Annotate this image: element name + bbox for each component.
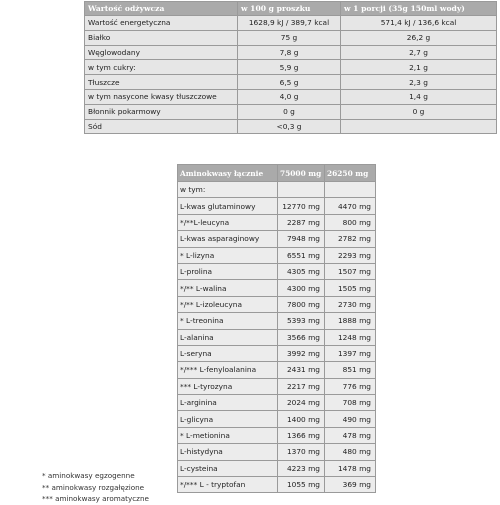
table-row	[178, 345, 376, 361]
row-label-cell: w tym nasycone kwasy tłuszczowe	[85, 89, 238, 104]
row-label-cell: */** L-izoleucyna	[178, 296, 278, 312]
row-label-cell: L-glicyna	[178, 411, 278, 427]
nutrition-header-cell: Wartość odżywcza	[85, 2, 238, 16]
row-label-cell: * L-lizyna	[178, 247, 278, 263]
table-cell	[325, 182, 376, 198]
value-cell: 5,9 g	[238, 60, 341, 75]
row-label-cell: Tłuszcze	[85, 75, 238, 90]
value-cell: 490 mg	[325, 411, 376, 427]
value-cell: 1370 mg	[278, 444, 325, 460]
amino-header-cell: 26250 mg	[325, 165, 376, 182]
row-label-cell: Sód	[85, 119, 238, 134]
table-row	[85, 89, 497, 104]
value-cell: 1505 mg	[325, 280, 376, 296]
value-cell: 1366 mg	[278, 427, 325, 443]
value-cell: 4305 mg	[278, 263, 325, 279]
legend-item: * aminokwasy egzogenne	[42, 471, 135, 480]
amino-acids-table	[177, 164, 376, 493]
table-row	[178, 477, 376, 493]
value-cell: 2,1 g	[341, 60, 497, 75]
amino-header-cell: 75000 mg	[278, 165, 325, 182]
row-label-cell: */** L-walina	[178, 280, 278, 296]
row-label-cell: Wartość energetyczna	[85, 16, 238, 31]
table-row	[178, 411, 376, 427]
row-label-cell: L-kwas glutaminowy	[178, 198, 278, 214]
table-row	[178, 214, 376, 230]
value-cell: 7800 mg	[278, 296, 325, 312]
value-cell: 2024 mg	[278, 395, 325, 411]
row-label-cell: L-prolina	[178, 263, 278, 279]
table-cell	[278, 182, 325, 198]
row-label-cell: L-alanina	[178, 329, 278, 345]
value-cell: 1,4 g	[341, 89, 497, 104]
table-row	[178, 444, 376, 460]
row-label-cell: w tym cukry:	[85, 60, 238, 75]
table-row	[178, 395, 376, 411]
value-cell: 1628,9 kJ / 389,7 kcal	[238, 16, 341, 31]
value-cell: 571,4 kJ / 136,6 kcal	[341, 16, 497, 31]
table-row	[85, 16, 497, 31]
value-cell: 2287 mg	[278, 214, 325, 230]
row-label-cell: L-histydyna	[178, 444, 278, 460]
value-cell: 6,5 g	[238, 75, 341, 90]
value-cell: 4,0 g	[238, 89, 341, 104]
row-label-cell: */**L-leucyna	[178, 214, 278, 230]
table-row	[178, 231, 376, 247]
value-cell	[341, 119, 497, 134]
value-cell: 851 mg	[325, 362, 376, 378]
value-cell: 2293 mg	[325, 247, 376, 263]
footnote-legend	[42, 470, 149, 505]
value-cell: 6551 mg	[278, 247, 325, 263]
amino-header-row	[178, 165, 376, 182]
table-row	[178, 362, 376, 378]
value-cell: 1507 mg	[325, 263, 376, 279]
value-cell: 7948 mg	[278, 231, 325, 247]
value-cell: 2,3 g	[341, 75, 497, 90]
table-row	[178, 427, 376, 443]
nutrition-header-cell: w 100 g proszku	[238, 2, 341, 16]
table-row	[178, 263, 376, 279]
value-cell: 0 g	[238, 104, 341, 119]
amino-header-cell: Aminokwasy łącznie	[178, 165, 278, 182]
row-label-cell: L-cysteina	[178, 460, 278, 476]
row-label-cell: * L-metionina	[178, 427, 278, 443]
value-cell: 7,8 g	[238, 45, 341, 60]
value-cell: 1400 mg	[278, 411, 325, 427]
value-cell: 1888 mg	[325, 313, 376, 329]
legend-item: *** aminokwasy aromatyczne	[42, 494, 149, 503]
table-row	[85, 45, 497, 60]
row-label-cell: L-seryna	[178, 345, 278, 361]
value-cell: 4223 mg	[278, 460, 325, 476]
table-row	[85, 75, 497, 90]
table-row	[85, 30, 497, 45]
row-label-cell: Węglowodany	[85, 45, 238, 60]
value-cell: 4300 mg	[278, 280, 325, 296]
table-row	[178, 378, 376, 394]
table-row	[178, 460, 376, 476]
nutrition-header-row	[85, 2, 497, 16]
value-cell: 5393 mg	[278, 313, 325, 329]
legend-item: ** aminokwasy rozgałęzione	[42, 482, 145, 492]
table-row	[85, 104, 497, 119]
value-cell: 26,2 g	[341, 30, 497, 45]
value-cell: 3992 mg	[278, 345, 325, 361]
table-row	[178, 329, 376, 345]
value-cell: 3566 mg	[278, 329, 325, 345]
value-cell: 4470 mg	[325, 198, 376, 214]
nutrition-table	[84, 1, 497, 134]
value-cell: 2431 mg	[278, 362, 325, 378]
value-cell: 776 mg	[325, 378, 376, 394]
value-cell: <0,3 g	[238, 119, 341, 134]
value-cell: 75 g	[238, 30, 341, 45]
value-cell: 1478 mg	[325, 460, 376, 476]
row-label-cell: L-kwas asparaginowy	[178, 231, 278, 247]
nutrition-header-cell: w 1 porcji (35g 150ml wody)	[341, 2, 497, 16]
row-label-cell: * L-treonina	[178, 313, 278, 329]
table-row	[178, 247, 376, 263]
value-cell: 12770 mg	[278, 198, 325, 214]
value-cell: 1055 mg	[278, 477, 325, 493]
value-cell: 708 mg	[325, 395, 376, 411]
value-cell: 1248 mg	[325, 329, 376, 345]
value-cell: 480 mg	[325, 444, 376, 460]
table-row	[178, 296, 376, 312]
table-row	[178, 313, 376, 329]
value-cell: 369 mg	[325, 477, 376, 493]
row-label-cell: *** L-tyrozyna	[178, 378, 278, 394]
table-row	[178, 280, 376, 296]
amino-subheader-row	[178, 182, 376, 198]
row-label-cell: Białko	[85, 30, 238, 45]
value-cell: 478 mg	[325, 427, 376, 443]
amino-subheader-label: w tym:	[178, 182, 278, 198]
row-label-cell: L-arginina	[178, 395, 278, 411]
value-cell: 800 mg	[325, 214, 376, 230]
row-label-cell: */*** L - tryptofan	[178, 477, 278, 493]
value-cell: 0 g	[341, 104, 497, 119]
table-row	[85, 60, 497, 75]
value-cell: 2782 mg	[325, 231, 376, 247]
table-row	[85, 119, 497, 134]
row-label-cell: */*** L-fenyloalanina	[178, 362, 278, 378]
value-cell: 2217 mg	[278, 378, 325, 394]
table-row	[178, 198, 376, 214]
value-cell: 1397 mg	[325, 345, 376, 361]
value-cell: 2,7 g	[341, 45, 497, 60]
row-label-cell: Błonnik pokarmowy	[85, 104, 238, 119]
value-cell: 2730 mg	[325, 296, 376, 312]
